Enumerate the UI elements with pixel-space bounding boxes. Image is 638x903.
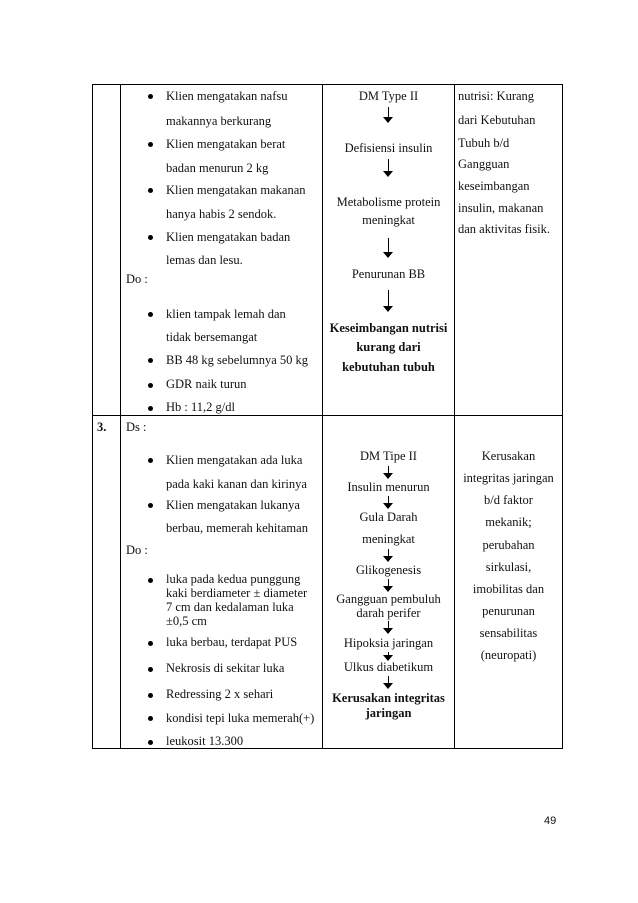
bullet — [148, 578, 153, 583]
do-item-line: ±0,5 cm — [166, 614, 207, 628]
pathway-step: DM Tipe II — [360, 449, 417, 463]
ds-item-text: badan menurun 2 kg — [166, 161, 269, 175]
do-item-text: Hb : 11,2 g/dl — [166, 400, 235, 414]
bullet — [148, 142, 153, 147]
pathway-step: Metabolisme protein — [336, 195, 441, 209]
do-item-text: tidak bersemangat — [166, 330, 258, 344]
diagnosis-line: insulin, makanan — [458, 201, 544, 215]
do-item-text — [166, 572, 318, 628]
diagnosis-line: sirkulasi, — [485, 560, 532, 574]
bullet — [148, 235, 153, 240]
pathway-step: Ulkus diabetikum — [343, 660, 434, 674]
ds-item-text: pada kaki kanan dan kirinya — [166, 477, 307, 491]
diagnosis-line: b/d faktor — [484, 493, 533, 507]
do-item-text: BB 48 kg sebelumnya 50 kg — [166, 353, 309, 367]
diagnosis-line: integritas jaringan — [463, 471, 554, 485]
bullet — [148, 641, 153, 646]
bullet — [148, 458, 153, 463]
down-arrow-icon — [383, 549, 393, 562]
diagnosis-line: Gangguan — [458, 157, 510, 171]
diagnosis-line: (neuropati) — [480, 648, 537, 662]
ds-item-text: Klien mengatakan berat — [166, 137, 286, 151]
pathway-step: Defisiensi insulin — [344, 141, 433, 155]
bullet — [148, 383, 153, 388]
pathway-step: DM Type II — [358, 89, 419, 103]
do-item-text: luka berbau, terdapat PUS — [166, 635, 298, 649]
pathway-step: Glikogenesis — [355, 563, 422, 577]
row-divider — [92, 415, 563, 416]
pathway-step: Gangguan pembuluh — [336, 592, 441, 606]
diagnosis-line: perubahan — [482, 538, 535, 552]
col-border-right — [562, 84, 563, 749]
pathway-step: Insulin menurun — [347, 480, 430, 494]
ds-item-text: lemas dan lesu. — [166, 253, 243, 267]
pathway-step: Hipoksia jaringan — [343, 636, 434, 650]
ds-item-text: Klien mengatakan nafsu — [166, 89, 288, 103]
do-item-text: klien tampak lemah dan — [166, 307, 286, 321]
pathway-result: kurang dari — [356, 340, 421, 354]
do-item-text: Nekrosis di sekitar luka — [166, 661, 285, 675]
bullet — [148, 188, 153, 193]
do-item-text: Redressing 2 x sehari — [166, 687, 274, 701]
diagnosis-line: keseimbangan — [458, 179, 530, 193]
diagnosis-line: mekanik; — [485, 515, 532, 529]
ds-item-text: Klien mengatakan badan — [166, 230, 291, 244]
bullet — [148, 94, 153, 99]
col-border-1 — [120, 84, 121, 749]
diagnosis-line: nutrisi: Kurang — [458, 89, 535, 103]
bullet — [148, 740, 153, 745]
diagnosis-line: sensabilitas — [479, 626, 538, 640]
diagnosis-line: Tubuh b/d — [458, 136, 510, 150]
bullet — [148, 358, 153, 363]
pathway-step: meningkat — [362, 532, 415, 546]
row-number: 3. — [97, 420, 107, 434]
bullet — [148, 406, 153, 411]
do-label: Do : — [126, 272, 148, 286]
col-border-left — [92, 84, 93, 749]
bullet — [148, 503, 153, 508]
bullet — [148, 716, 153, 721]
do-item-text: leukosit 13.300 — [166, 734, 244, 748]
pathway-step: meningkat — [362, 213, 415, 227]
down-arrow-icon — [383, 238, 393, 258]
pathway-step: darah perifer — [356, 606, 421, 620]
pathway-result: Keseimbangan nutrisi — [329, 321, 448, 335]
diagnosis-line: Kerusakan — [481, 449, 536, 463]
diagnosis-line: imobilitas dan — [472, 582, 545, 596]
bullet — [148, 667, 153, 672]
down-arrow-icon — [383, 107, 393, 123]
page-number: 49 — [544, 815, 557, 827]
do-item-line: kaki berdiameter ± diameter — [166, 586, 308, 600]
down-arrow-icon — [383, 579, 393, 592]
bullet — [148, 693, 153, 698]
ds-item-text: hanya habis 2 sendok. — [166, 207, 277, 221]
do-item-text: GDR naik turun — [166, 377, 247, 391]
diagnosis-line: penurunan — [482, 604, 535, 618]
do-label: Do : — [126, 543, 148, 557]
do-item-line: 7 cm dan kedalaman luka — [166, 600, 294, 614]
down-arrow-icon — [383, 496, 393, 509]
table-top-border — [92, 84, 563, 85]
pathway-result: kebutuhan tubuh — [342, 360, 435, 374]
ds-item-text: berbau, memerah kehitaman — [166, 521, 308, 535]
diagnosis-line: dan aktivitas fisik. — [458, 222, 550, 236]
diagnosis-line: dari Kebutuhan — [458, 113, 536, 127]
ds-item-text: Klien mengatakan makanan — [166, 183, 306, 197]
down-arrow-icon — [383, 676, 393, 689]
pathway-result: Kerusakan integritas — [332, 691, 445, 705]
ds-item-text: makannya berkurang — [166, 114, 272, 128]
pathway-step: Gula Darah — [359, 510, 418, 524]
down-arrow-icon — [383, 159, 393, 177]
ds-item-text: Klien mengatakan lukanya — [166, 498, 300, 512]
ds-item-text: Klien mengatakan ada luka — [166, 453, 303, 467]
do-item-text: kondisi tepi luka memerah(+) — [166, 711, 315, 725]
pathway-result: jaringan — [365, 706, 412, 720]
down-arrow-icon — [383, 466, 393, 479]
pathway-step: Penurunan BB — [351, 267, 426, 281]
bullet — [148, 312, 153, 317]
ds-label: Ds : — [126, 420, 147, 434]
down-arrow-icon — [383, 290, 393, 312]
do-item-line: luka pada kedua punggung — [166, 572, 301, 586]
down-arrow-icon — [383, 621, 393, 634]
table-bottom-border — [92, 748, 563, 749]
